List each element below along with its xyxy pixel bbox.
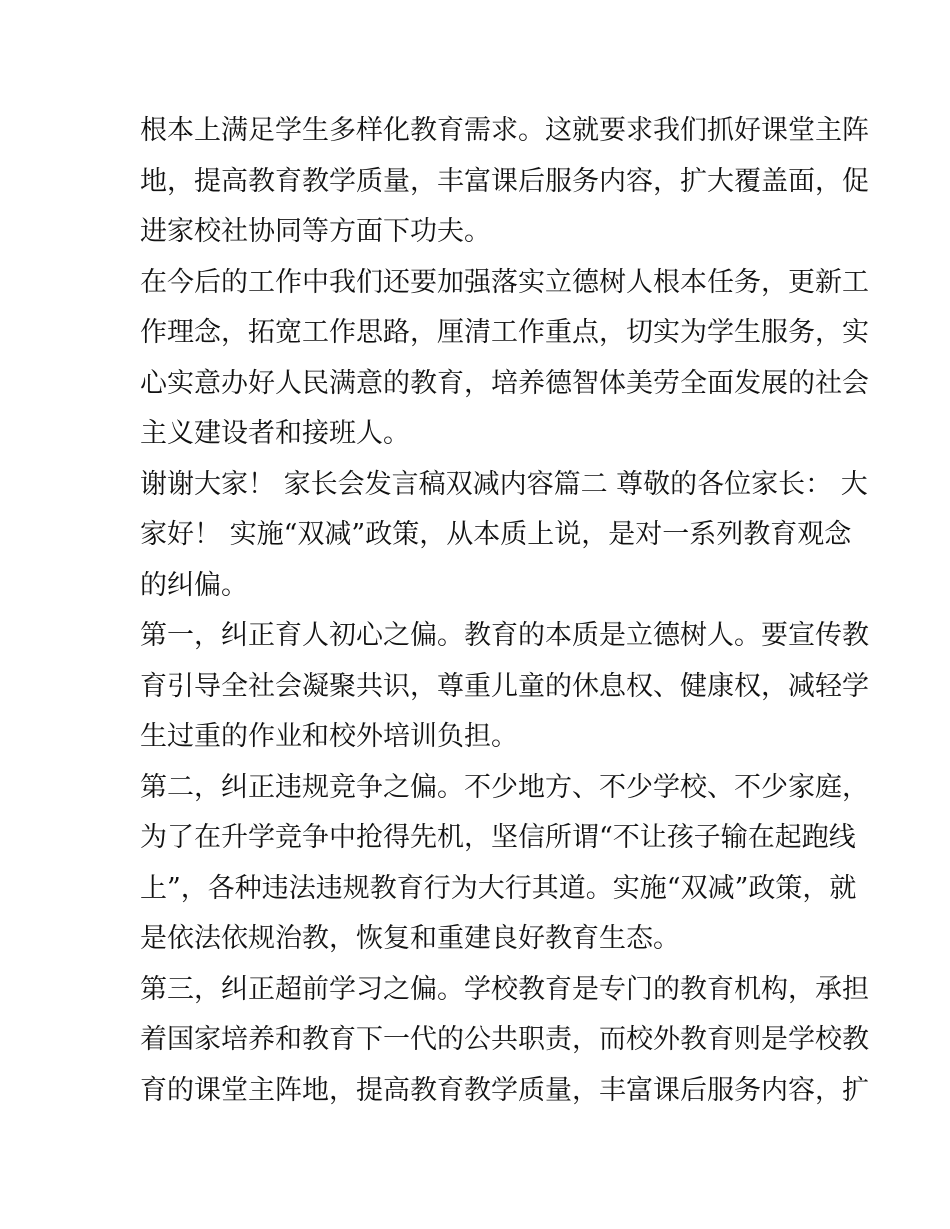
text-line: 着国家培养和教育下一代的公共职责，而校外教育则是学校教 (140, 1024, 869, 1055)
text-line: 的纠偏。 (140, 569, 248, 601)
text-line: 在今后的工作中我们还要加强落实立德树人根本任务，更新工 (140, 266, 869, 298)
text-line: 根本上满足学生多样化教育需求。这就要求我们抓好课堂主阵 (140, 115, 869, 146)
text-line: 为了在升学竞争中抢得先机，坚信所谓“不让孩子输在起跑线 (140, 822, 856, 853)
text-line: 育的课堂主阵地，提高教育教学质量，丰富课后服务内容，扩 (140, 1074, 869, 1106)
text-line: 作理念，拓宽工作思路，厘清工作重点，切实为学生服务，实 (140, 317, 869, 348)
text-line: 是依法依规治教，恢复和重建良好教育生态。 (140, 923, 680, 954)
text-line: 主义建设者和接班人。 (140, 418, 410, 449)
text-line: 第三，纠正超前学习之偏。学校教育是专门的教育机构，承担 (140, 973, 869, 1005)
text-line: 上”，各种违法违规教育行为大行其道。实施“双减”政策，就 (140, 872, 857, 904)
text-line: 进家校社协同等方面下功夫。 (140, 216, 491, 247)
body-text (140, 106, 869, 1116)
text-line: 心实意办好人民满意的教育，培养德智体美劳全面发展的社会 (140, 367, 869, 399)
text-line: 家好！ 实施“双减”政策，从本质上说，是对一系列教育观念 (140, 519, 852, 550)
text-line: 谢谢大家！ 家长会发言稿双减内容篇二 尊敬的各位家长： 大 (140, 468, 868, 500)
text-line: 第二，纠正违规竞争之偏。不少地方、不少学校、不少家庭， (140, 771, 869, 803)
text-line: 地，提高教育教学质量，丰富课后服务内容，扩大覆盖面，促 (140, 165, 869, 197)
text-line: 育引导全社会凝聚共识，尊重儿童的休息权、健康权，减轻学 (140, 670, 869, 702)
text-line: 生过重的作业和校外培训负担。 (140, 721, 518, 752)
text-line: 第一，纠正育人初心之偏。教育的本质是立德树人。要宣传教 (140, 620, 869, 651)
